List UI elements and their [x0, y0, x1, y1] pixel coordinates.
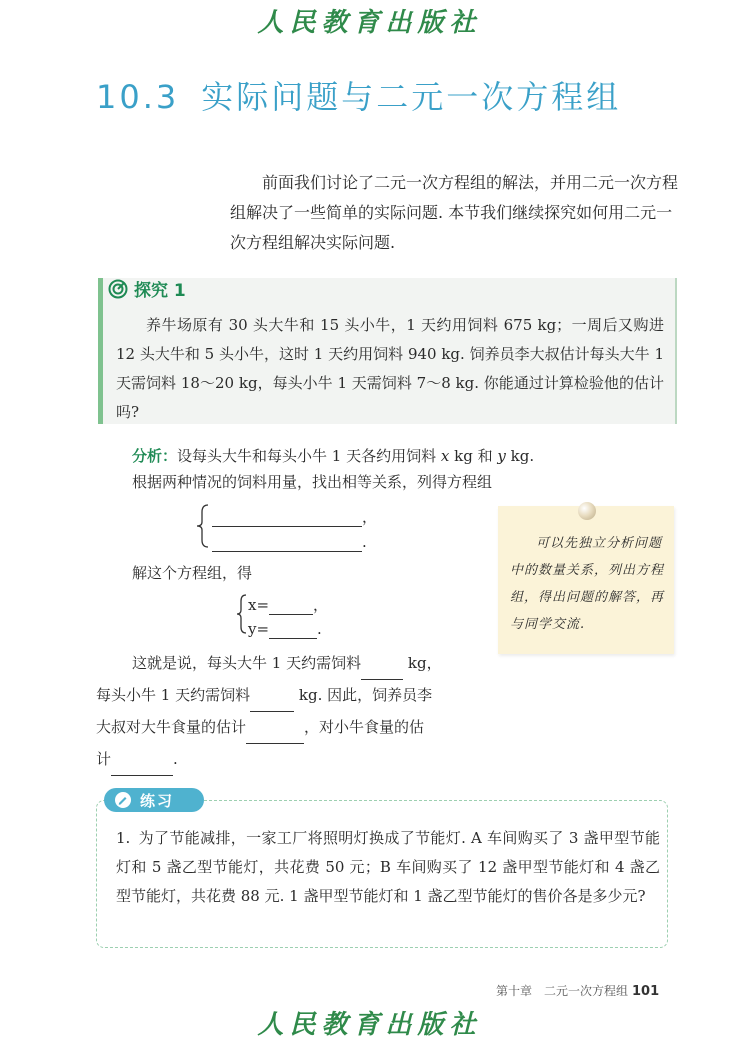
section-number: 10.3: [96, 78, 180, 116]
intro-paragraph: 前面我们讨论了二元一次方程组的解法，并用二元一次方程组解决了一些简单的实际问题. 本节我们继续探究如何用二元一次方程组解决实际问题.: [230, 173, 679, 252]
solution-y: y= .: [248, 620, 322, 638]
explore-heading-text: 探究 1: [134, 281, 186, 301]
equation-blank-2: .: [212, 533, 367, 552]
section-title: [96, 72, 621, 118]
practice-item-text: 为了节能减排，一家工厂将照明灯换成了节能灯. A 车间购买了 3 盏甲型节能灯和 5 盏乙型节能灯，共花费 50 元；B 车间购买了 12 盏甲型节能灯和 4 盏乙型节能灯，共花费 88 元. 1 盏甲型节能灯和 1 盏乙型节能灯的售价各是多少元?: [116, 829, 660, 905]
footer-chapter: 第十章 二元一次方程组: [496, 984, 629, 998]
analysis-line: [132, 442, 534, 471]
publisher-logo-bottom: 人民教育出版社: [257, 1010, 482, 1040]
equation-blank-1: ，: [212, 506, 377, 527]
explore-target-icon: [108, 279, 128, 299]
solve-text: 解这个方程组，得: [132, 564, 253, 582]
publisher-logo-top: 人民教育出版社: [257, 8, 482, 38]
result-paragraph: 这就是说，每头大牛 1 天约需饲料 kg， 每头小牛 1 天约需饲料 kg. 因此，饲养员李 大叔对大牛食量的估计 ，对小牛食量的估 计 .: [96, 648, 476, 776]
practice-pencil-icon: [114, 791, 132, 809]
solution-brace: [236, 594, 248, 634]
analysis-text-3: kg.: [510, 447, 535, 465]
practice-heading: [104, 788, 204, 812]
page-number: 101: [632, 984, 660, 999]
note-text: 可以先独立分析问题中的数量关系，列出方程组，得出问题的解答，再与同学交流.: [510, 536, 665, 632]
solution-x: x= ，: [248, 596, 329, 614]
pin-icon: [578, 502, 596, 520]
analysis-line-2: 根据两种情况的饲料用量，找出相等关系，列得方程组: [132, 473, 493, 491]
system-brace: [196, 504, 210, 548]
section-title-text: 实际问题与二元一次方程组: [201, 78, 622, 116]
page-footer: [496, 982, 659, 999]
practice-label: 练习: [140, 791, 175, 810]
analysis-text-2: kg 和: [454, 447, 493, 465]
practice-item-1: [116, 824, 660, 911]
practice-item-number: 1.: [116, 829, 131, 847]
analysis-label: 分析：: [132, 447, 178, 465]
explore-heading: [108, 276, 186, 301]
explore-problem: 养牛场原有 30 头大牛和 15 头小牛，1 天约用饲料 675 kg；一周后又购进 12 头大牛和 5 头小牛，这时 1 天约用饲料 940 kg. 饲养员李大叔估计每头大牛 1 天需饲料 18～20 kg，每头小牛 1 天需饲料 7～8 kg. 你能通过计算检验他的估计吗?: [116, 316, 664, 421]
var-x: x: [440, 447, 450, 465]
analysis-text-1: 设每头大牛和每头小牛 1 天各约用饲料: [177, 447, 437, 465]
var-y: y: [497, 447, 506, 465]
